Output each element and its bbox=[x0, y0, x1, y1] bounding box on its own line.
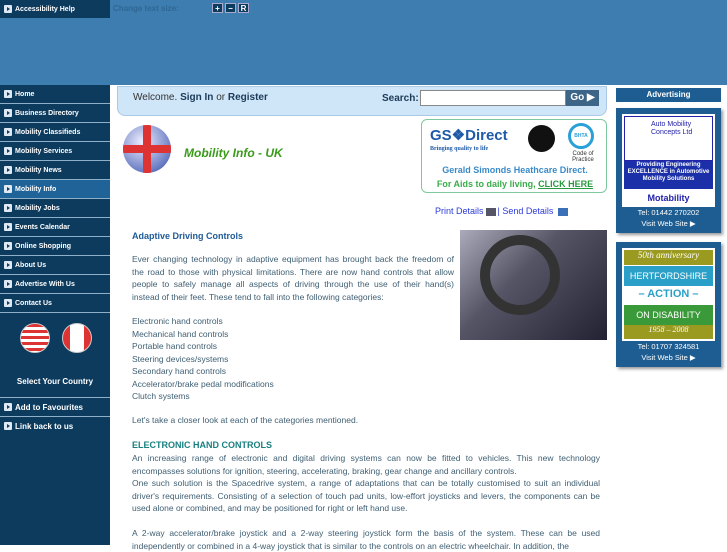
visit-web-site-link[interactable]: Visit Web Site ▶ bbox=[641, 353, 696, 362]
sidebar-item-label: Mobility Classifieds bbox=[15, 128, 81, 136]
register-link[interactable]: Register bbox=[227, 92, 268, 103]
sidebar-item-label: Mobility Info bbox=[15, 185, 57, 193]
send-details-link[interactable]: Send Details bbox=[502, 206, 554, 216]
text-size-decrease-button[interactable]: − bbox=[225, 3, 236, 13]
amc-tagline: Providing Engineering EXCELLENCE in Automotive Mobility Solutions bbox=[624, 161, 713, 189]
sidebar-item-business-directory[interactable] bbox=[0, 104, 110, 123]
gs-direct-banner-ad[interactable] bbox=[421, 119, 607, 193]
advertising-heading: Advertising bbox=[616, 88, 721, 102]
gs-direct-tagline: Bringing quality to life bbox=[430, 146, 489, 152]
sidebar-item-label: Advertise With Us bbox=[15, 280, 75, 288]
article-intro: Ever changing technology in adaptive equipment has brought back the freedom of the road to those with physical limitations. There are now hand controls that allow people to safely manage all aspects of driving through the use of their hand(s) instead of their feet. These tend to fall into the following categories: bbox=[132, 254, 454, 302]
gs-banner-line1: Gerald Simonds Heathcare Direct. bbox=[442, 165, 588, 175]
motability-badge: Motability bbox=[647, 193, 690, 203]
arrow-icon bbox=[4, 280, 12, 288]
sidebar-item-mobility-jobs[interactable] bbox=[0, 199, 110, 218]
arrow-icon bbox=[4, 147, 12, 155]
header-banner bbox=[0, 0, 727, 85]
ad-image bbox=[622, 114, 715, 207]
paragraph: One such solution is the Spacedrive system, a range of adaptations that can be totally customised to suit an individual driver's requirements. Consisting of a selection of touch pad units, low-effort joysticks and levers, the components can be used alone or combined, and may be positioned for right or left hand use. bbox=[132, 478, 600, 513]
article-heading: Adaptive Driving Controls bbox=[132, 231, 244, 241]
sidebar-item-advertise-with-us[interactable] bbox=[0, 275, 110, 294]
arrow-icon bbox=[4, 109, 12, 117]
click-here-link[interactable]: CLICK HERE bbox=[538, 179, 594, 189]
page-title: Mobility Info - UK bbox=[184, 146, 283, 160]
ad-image bbox=[622, 248, 715, 341]
search-go-button[interactable]: Go ▶ bbox=[566, 90, 599, 106]
gs-banner-line2-text: For Aids to daily living, bbox=[436, 179, 536, 189]
gs-direct-logo: GS❖Direct bbox=[430, 127, 508, 144]
ad-line: ON DISABILITY bbox=[624, 305, 713, 325]
paragraph: An increasing range of electronic and digital driving systems can now be fitted to vehicles. This new technology encompasses solutions for ignition, steering, accelerating, braking, gear change and ancillary controls. bbox=[132, 453, 600, 476]
sidebar-item-about-us[interactable] bbox=[0, 256, 110, 275]
change-text-size-label: Change text size: bbox=[113, 4, 179, 13]
steering-wheel-photo bbox=[460, 230, 607, 340]
arrow-icon bbox=[4, 5, 12, 13]
welcome-text bbox=[133, 92, 268, 103]
text-size-increase-button[interactable]: + bbox=[212, 3, 223, 13]
ad-telephone: Tel: 01442 270202 bbox=[637, 208, 700, 217]
category-item: Steering devices/systems bbox=[132, 353, 229, 364]
search-label: Search: bbox=[382, 93, 419, 104]
arrow-icon bbox=[4, 223, 12, 231]
article-body bbox=[132, 452, 600, 552]
category-item: Mechanical hand controls bbox=[132, 328, 229, 339]
sidebar-item-mobility-classifieds[interactable] bbox=[0, 123, 110, 142]
welcome-label: Welcome. bbox=[133, 92, 178, 103]
envelope-icon[interactable] bbox=[558, 208, 568, 216]
sidebar-item-label: Events Calendar bbox=[15, 223, 70, 231]
arrow-icon bbox=[4, 166, 12, 174]
arrow-icon bbox=[4, 403, 12, 411]
link-back-label: Link back to us bbox=[15, 421, 74, 431]
category-list bbox=[132, 315, 274, 403]
category-item: Accelerator/brake pedal modifications bbox=[132, 378, 274, 389]
category-item: Portable hand controls bbox=[132, 341, 218, 351]
code-of-practice-label: Code of Practice bbox=[572, 151, 594, 163]
category-item: Clutch systems bbox=[132, 391, 190, 401]
accessibility-help-label: Accessibility Help bbox=[15, 5, 75, 13]
arrow-icon bbox=[4, 299, 12, 307]
arrow-icon bbox=[4, 128, 12, 136]
ad-hertfordshire-action-on-disability[interactable] bbox=[616, 242, 721, 367]
arrow-icon bbox=[4, 204, 12, 212]
ad-line: – ACTION – bbox=[638, 288, 699, 300]
arrow-icon bbox=[4, 185, 12, 193]
sidebar-item-label: About Us bbox=[15, 261, 47, 269]
usa-flag-button[interactable] bbox=[20, 323, 50, 353]
accessibility-help-link[interactable] bbox=[0, 0, 110, 18]
sidebar-item-home[interactable] bbox=[0, 85, 110, 104]
arrow-icon bbox=[4, 422, 12, 430]
sidebar-item-label: Mobility Jobs bbox=[15, 204, 60, 212]
uk-flag-icon bbox=[123, 125, 171, 173]
canada-flag-button[interactable] bbox=[62, 323, 92, 353]
gs-banner-line2 bbox=[422, 179, 608, 189]
sidebar-item-label: Mobility Services bbox=[15, 147, 73, 155]
sidebar-item-label: Mobility News bbox=[15, 166, 62, 174]
ad-line: 1958 – 2008 bbox=[624, 325, 713, 339]
sidebar-item-label: Business Directory bbox=[15, 109, 79, 117]
separator: | bbox=[497, 206, 500, 216]
sidebar-item-contact-us[interactable] bbox=[0, 294, 110, 313]
sidebar-item-mobility-services[interactable] bbox=[0, 142, 110, 161]
section-heading: ELECTRONIC HAND CONTROLS bbox=[132, 440, 272, 450]
link-back-link[interactable] bbox=[0, 416, 110, 435]
sidebar-item-mobility-news[interactable] bbox=[0, 161, 110, 180]
sidebar bbox=[0, 85, 110, 545]
ad-telephone: Tel: 01707 324581 bbox=[637, 342, 700, 351]
ad-line: HERTFORDSHIRE bbox=[624, 266, 713, 286]
paragraph: A 2-way accelerator/brake joystick and a 2-way steering joystick form the basis of the system. These can be used independently or combined in a 4-way joystick that is similar to the controls on an electric wheelchair. In addition, the bbox=[132, 528, 600, 551]
arrow-icon bbox=[4, 261, 12, 269]
advertising-column bbox=[612, 85, 727, 545]
add-favourites-label: Add to Favourites bbox=[15, 402, 84, 412]
select-country-label: Select Your Country bbox=[16, 377, 94, 386]
page-actions bbox=[435, 206, 570, 216]
category-item: Secondary hand controls bbox=[132, 366, 227, 376]
category-item: Electronic hand controls bbox=[132, 316, 223, 326]
sidebar-item-mobility-info[interactable] bbox=[0, 180, 110, 199]
sidebar-item-events-calendar[interactable] bbox=[0, 218, 110, 237]
amc-logo: Auto Mobility Concepts Ltd bbox=[624, 116, 713, 161]
closer-text: Let's take a closer look at each of the categories mentioned. bbox=[132, 415, 359, 425]
sidebar-item-label: Contact Us bbox=[15, 299, 52, 307]
ad-auto-mobility-concepts[interactable] bbox=[616, 108, 721, 233]
arrow-icon bbox=[4, 242, 12, 250]
add-to-favourites-link[interactable] bbox=[0, 397, 110, 416]
search-input[interactable] bbox=[420, 90, 566, 106]
printer-icon[interactable] bbox=[486, 208, 496, 216]
sidebar-item-label: Online Shopping bbox=[15, 242, 71, 250]
sidebar-item-online-shopping[interactable] bbox=[0, 237, 110, 256]
welcome-search-bar bbox=[117, 86, 607, 116]
visit-web-site-link[interactable]: Visit Web Site ▶ bbox=[641, 219, 696, 228]
bsi-certification-icon bbox=[528, 125, 555, 152]
sidebar-item-label: Home bbox=[15, 90, 35, 98]
print-details-link[interactable]: Print Details bbox=[435, 206, 484, 216]
sign-in-link[interactable]: Sign In bbox=[180, 92, 214, 103]
text-size-reset-button[interactable]: R bbox=[238, 3, 249, 13]
bhta-logo: BHTA bbox=[568, 123, 594, 149]
ad-line: 50th anniversary bbox=[624, 250, 713, 265]
or-label: or bbox=[216, 92, 226, 103]
arrow-icon bbox=[4, 90, 12, 98]
